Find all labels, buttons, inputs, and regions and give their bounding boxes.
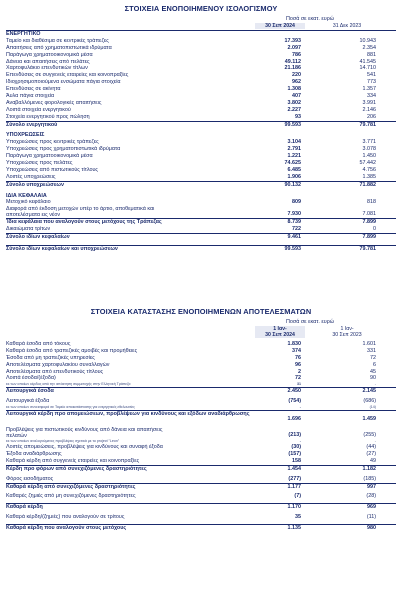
row-label: Καθαρά έσοδα από τραπεζικές αμοιβές και προμήθειες (6, 347, 138, 354)
value-current: (213) (288, 432, 301, 439)
row-label: Καθαρά κέρδη/(ζημιές) που αναλογούν σε τρίτους (6, 514, 125, 521)
income-col-prior: 1 Ιαν- 30 Σεπ 2023 (332, 326, 362, 338)
row-label: Έσοδα από μη τραπεζικές υπηρεσίες (6, 354, 95, 361)
table-row (6, 139, 396, 146)
value-current: 407 (292, 93, 301, 100)
operating-expenses-row (6, 398, 396, 405)
value-prior: 2.354 (362, 44, 376, 51)
value-current: (754) (288, 398, 301, 405)
row-label: Φόρος εισοδήματος (6, 475, 54, 482)
value-prior: 79.781 (359, 246, 376, 253)
value-current: 76 (295, 354, 301, 361)
value-prior: 7.899 (362, 234, 376, 241)
tax-row (6, 476, 396, 483)
row-label: Καθαρά κέρδη που αναλογούν στους μετόχους (6, 525, 127, 532)
row-label: Απαιτήσεις από χρηματοπιστωτικά ιδρύματα (6, 44, 112, 51)
row-label: Επενδύσεις σε συγγενείς εταιρείες και κοινοπραξίες (6, 72, 129, 79)
value-current: 74.625 (284, 160, 301, 167)
value-current: 6.485 (287, 166, 301, 173)
row-label: Καθαρά έσοδα από τόκους (6, 341, 71, 347)
table-row (6, 146, 396, 153)
value-current: 7.930 (287, 211, 301, 218)
table-row (6, 114, 396, 121)
balance-units: Ποσά σε εκατ. ευρώ (286, 16, 334, 22)
balance-sheet-table (6, 30, 396, 253)
row-label: Άυλα πάγια στοιχεία (6, 93, 55, 100)
value-current: 158 (292, 457, 301, 464)
table-row (6, 348, 396, 355)
row-label: Προβλέψεις για πιστωτικούς κινδύνους από δάνεια και απαιτήσεις πελατών (6, 427, 163, 440)
value-prior: 1.601 (362, 341, 376, 347)
value-prior: 2.146 (362, 106, 376, 113)
value-prior: 1.357 (362, 86, 376, 93)
section-header (6, 193, 396, 200)
row-label: Αποτελέσματα από επενδυτικούς τίτλους (6, 368, 104, 375)
row-label: Αναβαλλόμενες φορολογικές απαιτήσεις (6, 99, 102, 106)
table-row (6, 369, 396, 376)
value-prior: (44) (366, 444, 376, 451)
table-row (6, 458, 396, 465)
table-row (6, 199, 396, 206)
row-label: Κέρδη προ φόρων από συνεχιζόμενες δραστηριότητες (6, 465, 147, 472)
value-prior: 881 (367, 51, 376, 58)
value-prior: 4.756 (362, 166, 376, 173)
table-row (6, 38, 396, 45)
value-prior: 79.781 (359, 121, 376, 128)
value-current: 1.696 (287, 416, 301, 423)
row-label: Λοιπές απομειώσεις, προβλέψεις για κινδύνους και συναφή έξοδα (6, 444, 163, 451)
table-row (6, 174, 396, 181)
row-label: Σύνολο ιδίων κεφαλαίων (6, 234, 70, 241)
value-current: 1.221 (287, 153, 301, 160)
value-current: 786 (292, 51, 301, 58)
value-prior: - (374, 382, 376, 387)
balance-sheet-title: ΣΤΟΙΧΕΙΑ ΕΝΟΠΟΙΗΜΕΝΟΥ ΙΣΟΛΟΓΙΣΜΟΥ (124, 4, 278, 13)
value-prior: (14) (369, 405, 376, 410)
table-row (6, 153, 396, 160)
value-prior: 14.710 (359, 65, 376, 72)
row-label: Μετοχικό κεφάλαιο (6, 199, 51, 206)
value-prior: 7.899 (362, 219, 376, 226)
assets-total-row (6, 121, 396, 129)
value-prior: 3.078 (362, 146, 376, 153)
value-prior: 6 (373, 361, 376, 368)
value-current: 2.097 (287, 44, 301, 51)
value-prior: 1.450 (362, 153, 376, 160)
value-prior: 1.459 (362, 416, 376, 423)
value-current: (7) (294, 493, 301, 500)
value-prior: 773 (367, 79, 376, 86)
row-label: Παράγωγα χρηματοοικονομικά μέσα (6, 51, 93, 58)
value-current: 3.104 (287, 139, 301, 146)
impairments-row (6, 427, 396, 439)
value-current: 962 (292, 79, 301, 86)
row-label: Ταμείο και διαθέσιμα σε κεντρικές τράπεζες (6, 37, 109, 44)
equity-total-row (6, 233, 396, 241)
table-row (6, 86, 396, 93)
row-label: Δάνεια και απαιτήσεις από πελάτες (6, 58, 90, 65)
row-label: εκ των οποίων συνεισφορά σε Ταμείο αποκατάστασης για ενεργητικές εθελουσίες (6, 405, 135, 410)
table-row (6, 65, 396, 72)
table-row (6, 100, 396, 107)
value-current: 1.454 (287, 465, 301, 472)
row-label: Λοιπά στοιχεία ενεργητικού (6, 106, 71, 113)
value-prior: (255) (363, 432, 376, 439)
value-prior: 980 (367, 525, 376, 532)
value-prior: 997 (367, 483, 376, 490)
table-row (6, 52, 396, 59)
table-row (6, 375, 396, 382)
row-label: Έξοδα αναδιάρθρωσης (6, 451, 62, 458)
table-row (6, 206, 396, 218)
value-prior: 541 (367, 72, 376, 79)
value-current: 2 (298, 368, 301, 375)
row-label: Διαφορά από έκδοση μετοχών υπέρ το άρτιο, αποθεματικά και αποτελέσματα εις νέον (6, 206, 155, 219)
balance-col-prior: 31 Δεκ 2023 (332, 23, 362, 29)
table-row (6, 444, 396, 451)
row-label: ΥΠΟΧΡΕΩΣΕΙΣ (6, 132, 45, 139)
row-label: Σύνολο ιδίων κεφαλαίων και υποχρεώσεων (6, 246, 118, 253)
value-current: 99.593 (284, 246, 301, 253)
value-current: 35 (295, 514, 301, 521)
value-current: 2.227 (287, 106, 301, 113)
row-label: Χαρτοφυλάκιο επενδυτικών τίτλων (6, 65, 88, 72)
value-prior: 206 (367, 113, 376, 120)
table-row (6, 355, 396, 362)
row-label: Λοιπές υποχρεώσεις (6, 173, 56, 180)
value-current: 99.593 (284, 121, 301, 128)
pre-provision-income-row (6, 410, 396, 423)
table-row (6, 451, 396, 458)
value-current: - (299, 439, 301, 444)
value-current: (157) (288, 451, 301, 458)
value-prior: (28) (366, 493, 376, 500)
value-current: 90.132 (284, 181, 301, 188)
operating-income-row (6, 387, 396, 395)
section-header (6, 132, 396, 139)
table-row (6, 362, 396, 369)
value-current: 1.830 (287, 341, 301, 347)
row-label: Καθαρά κέρδη από συνεχιζόμενες δραστηριότητες (6, 483, 136, 490)
row-label: εκ των οποίων κέρδος από την απόκτηση συμμετοχής στην Ελληνική Τράπεζα (6, 382, 131, 387)
value-prior: 49 (370, 457, 376, 464)
income-statement-table (6, 340, 396, 532)
value-current: 9.461 (287, 234, 301, 241)
value-current: 1.308 (287, 86, 301, 93)
table-row (6, 167, 396, 174)
value-prior: 1.385 (362, 173, 376, 180)
value-prior: 3.771 (362, 139, 376, 146)
row-label: Δικαιώματα τρίτων (6, 226, 51, 233)
value-current: - (299, 405, 301, 410)
value-current: 2.450 (287, 388, 301, 395)
value-current: 1.177 (287, 483, 301, 490)
row-label: Στοιχεία ενεργητικού προς πώληση (6, 113, 90, 120)
table-row (6, 59, 396, 66)
income-statement-title: ΣΤΟΙΧΕΙΑ ΚΑΤΑΣΤΑΣΗΣ ΕΝΟΠΟΙΗΜΕΝΩΝ ΑΠΟΤΕΛΕΣΜΑΤΩΝ (90, 307, 312, 316)
table-row (6, 93, 396, 100)
row-label: εκ των οποίων αναλογούμενες προβλέψεις σχετικά με το project "Leon" (6, 439, 120, 444)
value-prior: 2.145 (362, 388, 376, 395)
value-current: 3.802 (287, 99, 301, 106)
value-prior: 1.182 (362, 465, 376, 472)
table-row (6, 72, 396, 79)
value-prior: (11) (366, 514, 376, 521)
row-label: ΕΝΕΡΓΗΤΙΚΟ (6, 31, 41, 37)
income-col-current: 1 Ιαν- 30 Σεπ 2024 (255, 326, 305, 338)
liabilities-total-row (6, 181, 396, 189)
row-label: Λοιπά έσοδα/(έξοδα) (6, 375, 56, 382)
value-current: 1.170 (287, 504, 301, 511)
value-prior: (686) (363, 398, 376, 405)
value-current: 93 (295, 113, 301, 120)
row-label: Σύνολο ενεργητικού (6, 121, 58, 128)
table-row (6, 107, 396, 114)
value-prior: 334 (367, 93, 376, 100)
section-header (6, 30, 396, 38)
value-prior: 41.545 (359, 58, 376, 65)
row-label: Αποτελέσματα χαρτοφυλακίου συναλλαγών (6, 361, 110, 368)
row-label: Λειτουργικά κέρδη προ απομειώσεων, προβλέψεων για κινδύνους και εξόδων αναδιάρθρωσης (6, 411, 250, 418)
row-label: Επενδύσεις σε ακίνητα (6, 86, 61, 93)
row-label: Καθαρά κέρδη (6, 504, 43, 511)
value-current: 21.186 (284, 65, 301, 72)
row-label: Ιδιοχρησιμοποιούμενα ενσώματα πάγια στοιχεία (6, 79, 121, 86)
table-row (6, 79, 396, 86)
value-current: 72 (295, 375, 301, 382)
row-label: Ίδια κεφάλαια που αναλογούν στους μετόχους της Τράπεζας (6, 219, 162, 226)
value-prior: (185) (363, 475, 376, 482)
row-label: Παράγωγα χρηματοοικονομικά μέσα (6, 153, 93, 160)
value-prior: 969 (367, 504, 376, 511)
value-current: 722 (292, 226, 301, 233)
value-current: 96 (295, 361, 301, 368)
value-current: (30) (291, 444, 301, 451)
value-current: 8.739 (287, 219, 301, 226)
value-current: 17.393 (284, 37, 301, 44)
row-label: Υποχρεώσεις προς κεντρικές τράπεζες (6, 139, 99, 146)
value-prior: 90 (370, 375, 376, 382)
value-prior: 72 (370, 354, 376, 361)
net-profit-row (6, 503, 396, 511)
value-prior: 57.442 (359, 160, 376, 167)
equity-owners-row (6, 218, 396, 226)
value-prior: 45 (370, 368, 376, 375)
row-label: Υποχρεώσεις προς πελάτες (6, 160, 73, 167)
value-prior: 331 (367, 347, 376, 354)
row-label: Καθαρές ζημιές από μη συνεχιζόμενες δραστηριότητες (6, 493, 136, 500)
minority-row (6, 514, 396, 521)
value-current: 2.791 (287, 146, 301, 153)
minorities-row (6, 226, 396, 233)
value-prior: 10.943 (359, 37, 376, 44)
row-label: Υποχρεώσεις από πιστωτικούς τίτλους (6, 166, 98, 173)
value-prior: 818 (367, 199, 376, 206)
grand-total-row (6, 245, 396, 253)
net-profit-owners-row (6, 524, 396, 532)
value-prior: 71.882 (359, 181, 376, 188)
profit-before-tax-row (6, 465, 396, 473)
value-current: 1.906 (287, 173, 301, 180)
value-current: 809 (292, 199, 301, 206)
value-prior: 0 (373, 226, 376, 233)
row-label: Καθαρά κέρδη από συγγενείς εταιρείες και κοινοπραξίες (6, 457, 140, 464)
row-label: Σύνολο υποχρεώσεων (6, 181, 64, 188)
row-label: Λειτουργικά έσοδα (6, 388, 54, 395)
value-current: 1.135 (287, 525, 301, 532)
value-current: 220 (292, 72, 301, 79)
value-current: 31 (297, 382, 301, 387)
table-row (6, 160, 396, 167)
value-prior: 3.991 (362, 99, 376, 106)
value-current: (277) (288, 475, 301, 482)
balance-col-current: 30 Σεπ 2024 (255, 23, 305, 29)
value-prior: (27) (366, 451, 376, 458)
row-label: Λειτουργικά έξοδα (6, 398, 50, 405)
table-row (6, 45, 396, 52)
income-units: Ποσά σε εκατ. ευρώ (286, 319, 334, 325)
row-label: Υποχρεώσεις προς χρηματοπιστωτικά ιδρύματα (6, 146, 121, 153)
value-current: 374 (292, 347, 301, 354)
value-prior: - (374, 439, 376, 444)
value-prior: 7.081 (362, 211, 376, 218)
value-current: 49.112 (284, 58, 301, 65)
discontinued-ops-row (6, 493, 396, 500)
continuing-ops-row (6, 483, 396, 491)
table-row (6, 341, 396, 348)
row-label: ΙΔΙΑ ΚΕΦΑΛΑΙΑ (6, 192, 47, 199)
